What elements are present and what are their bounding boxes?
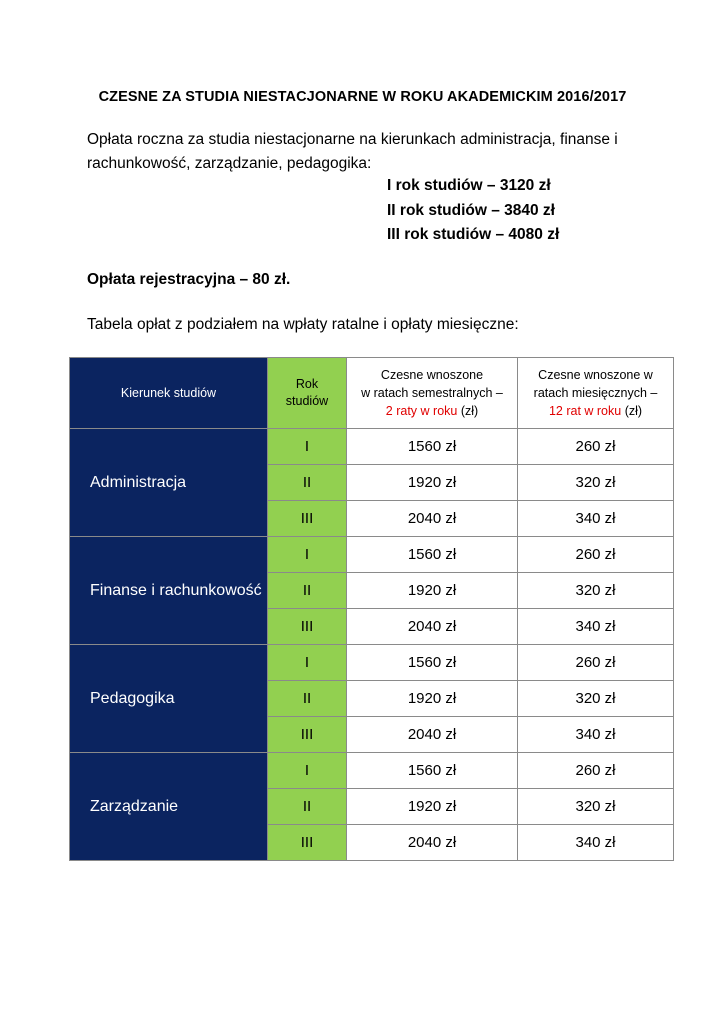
year-cell: I [268, 429, 347, 465]
direction-pedagogika: Pedagogika [70, 645, 268, 753]
header-monthly-installments: 12 rat w roku [548, 404, 622, 418]
table-row [70, 753, 674, 789]
semester-fee-cell: 1920 zł [347, 789, 518, 825]
header-monthly-line2: ratach miesięcznych – [533, 386, 658, 400]
annual-fee-year-1: I rok studiów – 3120 zł [387, 177, 551, 194]
semester-fee-cell: 2040 zł [347, 717, 518, 753]
year-cell: II [268, 681, 347, 717]
semester-fee-cell: 2040 zł [347, 609, 518, 645]
header-semester-installments: 2 raty w roku [385, 404, 458, 418]
semester-fee-cell: 1920 zł [347, 573, 518, 609]
header-semester-unit: (zł) [457, 404, 479, 418]
page-title: CZESNE ZA STUDIA NIESTACJONARNE W ROKU AKADEMICKIM 2016/2017 [98, 89, 627, 105]
header-year-line2: studiów [285, 394, 329, 408]
table-intro: Tabela opłat z podziałem na wpłaty ratalne i opłaty miesięczne: [87, 316, 519, 333]
monthly-fee-cell: 340 zł [518, 825, 674, 861]
annual-fee-year-3: III rok studiów – 4080 zł [387, 226, 560, 243]
monthly-fee-cell: 260 zł [518, 645, 674, 681]
semester-fee-cell: 2040 zł [347, 501, 518, 537]
monthly-fee-cell: 340 zł [518, 609, 674, 645]
header-year [268, 358, 347, 429]
year-cell: II [268, 465, 347, 501]
year-cell: III [268, 825, 347, 861]
table-row [70, 645, 674, 681]
header-monthly-unit: (zł) [621, 404, 643, 418]
semester-fee-cell: 1560 zł [347, 645, 518, 681]
year-cell: II [268, 573, 347, 609]
year-cell: II [268, 789, 347, 825]
header-semester-line3 [347, 402, 517, 420]
monthly-fee-cell: 320 zł [518, 465, 674, 501]
table-row [70, 429, 674, 465]
direction-finanse: Finanse i rachunkowość [70, 537, 268, 645]
year-cell: III [268, 717, 347, 753]
monthly-fee-cell: 260 zł [518, 753, 674, 789]
semester-fee-cell: 1560 zł [347, 753, 518, 789]
monthly-fee-cell: 260 zł [518, 429, 674, 465]
header-semester [347, 358, 518, 429]
direction-administracja: Administracja [70, 429, 268, 537]
annual-fees-list [387, 174, 559, 248]
monthly-fee-cell: 260 zł [518, 537, 674, 573]
table-header-row [70, 358, 674, 429]
monthly-fee-cell: 320 zł [518, 681, 674, 717]
semester-fee-cell: 1920 zł [347, 465, 518, 501]
year-cell: I [268, 537, 347, 573]
monthly-fee-cell: 320 zł [518, 789, 674, 825]
header-year-line1: Rok [295, 377, 319, 391]
semester-fee-cell: 1920 zł [347, 681, 518, 717]
header-monthly-line3 [518, 402, 673, 420]
header-monthly-line1: Czesne wnoszone w [538, 368, 653, 382]
table-row [70, 537, 674, 573]
semester-fee-cell: 1560 zł [347, 537, 518, 573]
annual-fee-year-2: II rok studiów – 3840 zł [387, 201, 555, 219]
year-cell: III [268, 609, 347, 645]
header-monthly [518, 358, 674, 429]
year-cell: III [268, 501, 347, 537]
monthly-fee-cell: 340 zł [518, 501, 674, 537]
monthly-fee-cell: 320 zł [518, 573, 674, 609]
monthly-fee-cell: 340 zł [518, 717, 674, 753]
header-semester-line1: Czesne wnoszone [380, 368, 484, 382]
year-cell: I [268, 753, 347, 789]
semester-fee-cell: 2040 zł [347, 825, 518, 861]
header-direction: Kierunek studiów [70, 358, 268, 429]
registration-fee: Opłata rejestracyjna – 80 zł. [87, 271, 291, 288]
fees-table [69, 357, 674, 861]
year-cell: I [268, 645, 347, 681]
direction-zarzadzanie: Zarządzanie [70, 753, 268, 861]
header-semester-line2: w ratach semestralnych – [361, 386, 503, 400]
semester-fee-cell: 1560 zł [347, 429, 518, 465]
intro-paragraph: Opłata roczna za studia niestacjonarne na kierunkach administracja, finanse i rachunkowość, zarządzanie, pedagogika: [87, 131, 618, 172]
